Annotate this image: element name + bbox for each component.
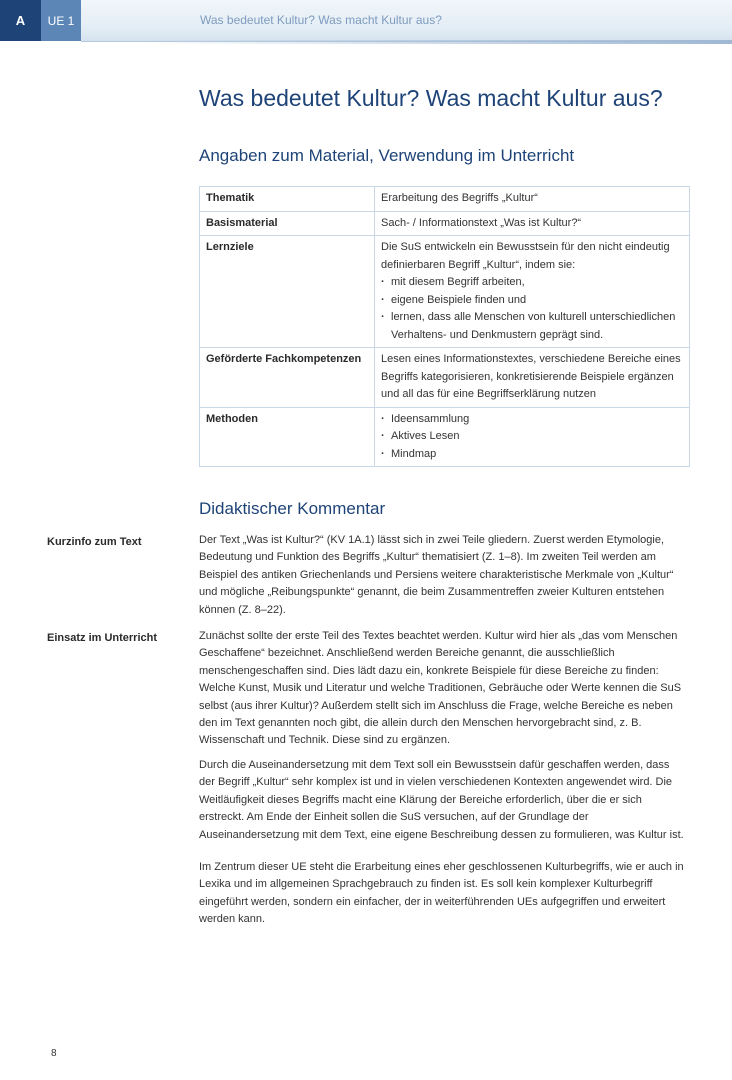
table-row <box>200 407 690 467</box>
einsatz-paragraph-2: Durch die Auseinandersetzung mit dem Text soll ein Bewusstsein dafür geschaffen werden, dass der Begriff „Kultur“ sehr komplex ist und in vielen verschiedenen Kontexten angewendet wird. Die Weitläufigkeit dieses Begriffs macht eine Klärung der Bereiche erforderlich, über die er sich erstreckt. Am Ende der Einheit sollen die SuS versuchen, auf der Grundlage der Auseinandersetzung mit dem Text, eine eigene Beschreibung dessen zu formulieren, was Kultur ist. <box>199 759 684 841</box>
row-label-methoden: Methoden <box>200 407 375 467</box>
row-label-lernziele: Lernziele <box>200 236 375 348</box>
list-item: · Aktives Lesen <box>381 428 681 446</box>
header-sweep-decoration <box>140 40 732 44</box>
table-row <box>200 211 690 236</box>
page-header <box>0 0 732 41</box>
row-label-thematik: Thematik <box>200 187 375 212</box>
list-item: · Mindmap <box>381 446 681 464</box>
table-row <box>200 187 690 212</box>
material-table <box>199 186 690 467</box>
kurzinfo-text: Der Text „Was ist Kultur?“ (KV 1A.1) lässt sich in zwei Teile gliedern. Zuerst werden Etymologie, Bedeutung und Funktion des Begriffs „Kultur“ thematisiert (Z. 1–8). Im zweiten Teil werden am Beispiel des antiken Griechenlands und Persiens weitere charakteristische Merkmale von „Kultur“ und mögliche „Reibungspunkte“ genannt, die beim Zusammentreffen zweier Kulturen entstehen können (Z. 8–22). <box>199 534 674 616</box>
list-item: · eigene Beispiele finden und <box>381 292 681 310</box>
row-value-lernziele <box>375 236 690 348</box>
page-number: 8 <box>51 1048 57 1059</box>
lernziele-intro: Die SuS entwickeln ein Bewusstsein für den nicht eindeutig definierbaren Begriff „Kultur“, indem sie: <box>381 241 670 271</box>
row-value-thematik: Erarbeitung des Begriffs „Kultur“ <box>375 187 690 212</box>
row-value-fachkompetenzen: Lesen eines Informationstextes, verschiedene Bereiche eines Begriffs kategorisieren, konkretisierende Beispiele ergänzen und all das für eine Begriffserklärung nutzen <box>375 348 690 408</box>
unit-badge: UE 1 <box>41 0 81 41</box>
material-heading: Angaben zum Material, Verwendung im Unterricht <box>199 146 575 165</box>
row-value-basismaterial: Sach- / Informationstext „Was ist Kultur?“ <box>375 211 690 236</box>
list-item: · lernen, dass alle Menschen von kulturell unterschiedlichen Verhaltens- und Denkmustern geprägt sind. <box>381 309 681 344</box>
section-badge: A <box>0 0 41 41</box>
table-row <box>200 348 690 408</box>
einsatz-label: Einsatz im Unterricht <box>47 632 158 644</box>
row-label-basismaterial: Basismaterial <box>200 211 375 236</box>
page-title: Was bedeutet Kultur? Was macht Kultur aus? <box>199 85 663 111</box>
row-label-fachkompetenzen: Geförderte Fachkompetenzen <box>200 348 375 408</box>
table-row <box>200 236 690 348</box>
row-value-methoden <box>375 407 690 467</box>
einsatz-paragraph-3: Im Zentrum dieser UE steht die Erarbeitung eines eher geschlossenen Kulturbegriffs, wie er auch in Lexika und im allgemeinen Sprachgebrauch zu finden ist. Es soll kein komplexer Kulturbegriff eingeführt werden, sondern ein einfacher, der in weiterführenden UEs aufgegriffen und erweitert werden kann. <box>199 861 684 926</box>
list-item: · mit diesem Begriff arbeiten, <box>381 274 681 292</box>
kurzinfo-label: Kurzinfo zum Text <box>47 536 142 548</box>
methoden-list <box>381 411 681 464</box>
commentary-heading: Didaktischer Kommentar <box>199 499 386 518</box>
list-item: · Ideensammlung <box>381 411 681 429</box>
einsatz-paragraph-1: Zunächst sollte der erste Teil des Textes beachtet werden. Kultur wird hier als „das vom Menschen Geschaffene“ bezeichnet. Anschließend werden Bereiche genannt, die ausschließlich menschengeschaffen sind. Dies lädt dazu ein, konkrete Beispiele für diese Bereiche zu finden: Welche Kunst, Musik und Literatur und welche Traditionen, Gebräuche oder Werte kennen die SuS selbst (aus ihrer Kultur)? Außerdem stellt sich im Anschluss die Frage, welche Bereiche es neben den im Text genannten noch gibt, die allein durch den Menschen hervorgebracht sind, z. B. Wissenschaft und Technik. Diese sind zu ergänzen. <box>199 630 682 747</box>
lernziele-list <box>381 274 681 344</box>
header-title: Was bedeutet Kultur? Was macht Kultur aus? <box>200 13 442 27</box>
